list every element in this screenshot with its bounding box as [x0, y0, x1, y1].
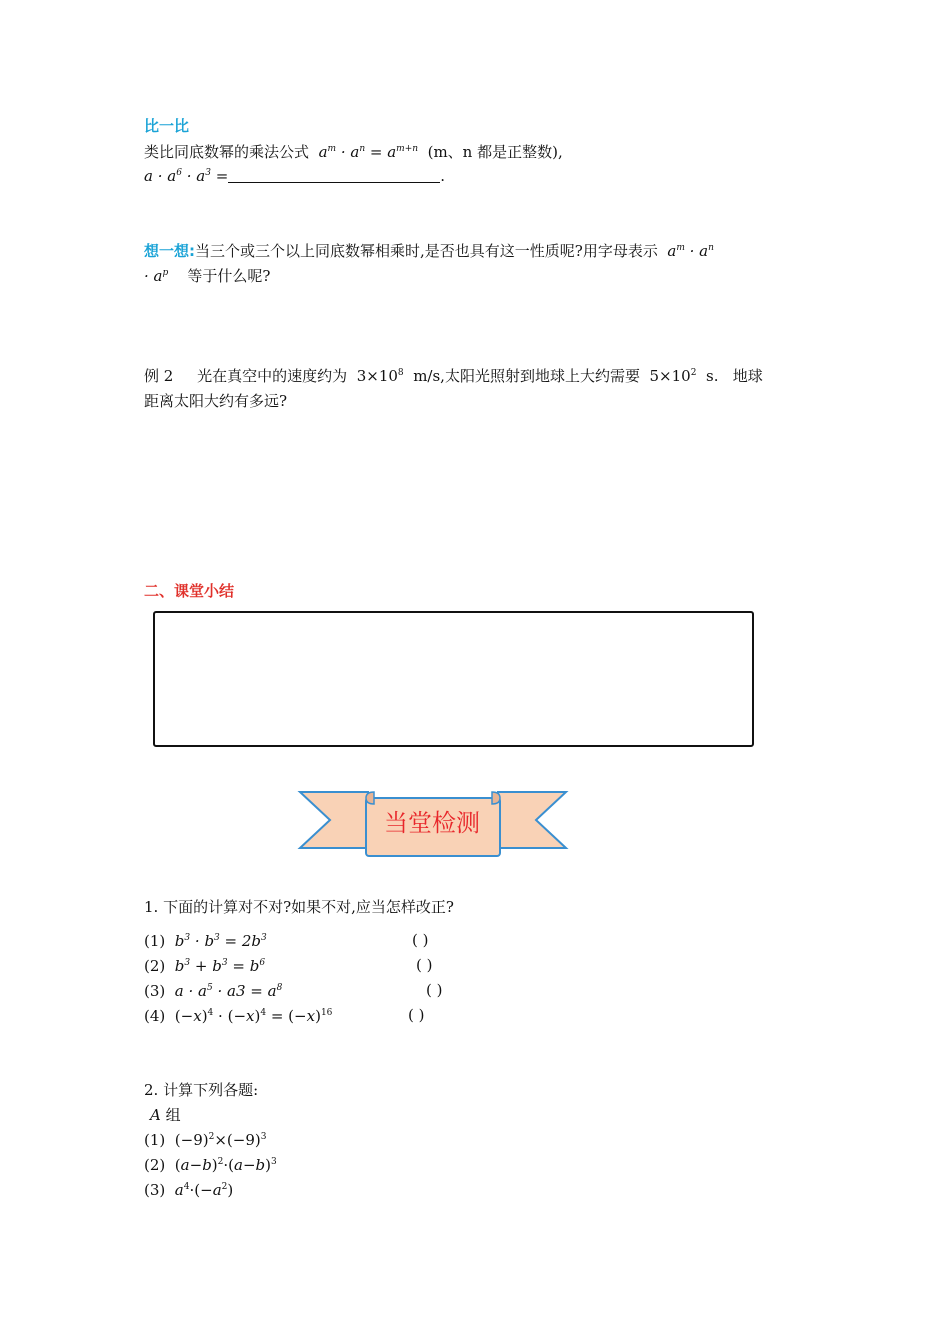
q1-item-1: (1) $b^3 \cdot b^3 = 2b^3$: [144, 932, 267, 950]
q1-judgment-4[interactable]: ( ): [408, 1006, 425, 1024]
compare-formula-line: [144, 142, 563, 162]
q2-item-2: (2) $(a-b)^2\cdot(a-b)^3$: [144, 1156, 277, 1174]
q2-item-1: (1) $(-9)^2\times(-9)^3$: [144, 1131, 267, 1149]
think-line-2: [144, 266, 270, 286]
think-heading: 想一想:: [144, 242, 195, 260]
q1-item-2: (2) $b^3 + b^3 = b^6$: [144, 957, 266, 975]
time-value: $5\times 10^2$: [649, 367, 697, 385]
q1-judgment-3[interactable]: ( ): [426, 981, 443, 999]
q1-title: 1. 下面的计算对不对?如果不对,应当怎样改正?: [144, 898, 454, 916]
think-expression: $a^m \cdot a^n$: [667, 242, 714, 260]
compare-fill-line: $a \cdot a^6 \cdot a^3$ = .: [144, 167, 446, 185]
speed-value: $3\times 10^8$: [356, 367, 404, 385]
compare-intro: 类比同底数幂的乘法公式: [144, 143, 310, 161]
think-text: 当三个或三个以上同底数幂相乘时,是否也具有这一性质呢?用字母表示: [195, 242, 658, 260]
q1-judgment-1[interactable]: ( ): [412, 931, 429, 949]
example2-line-1: 例 2 光在真空中的速度约为 $3\times 10^8$ m/s,太阳光照射到地球上大约需要 $5\times 10^2$ s. 地球: [144, 367, 763, 385]
q1-item-3: (3) $a \cdot a^5 \cdot a3 = a^8$: [144, 982, 283, 1000]
q1-item-4: (4) $(-x)^4 \cdot (-x)^4 = (-x)^{16}$: [144, 1007, 333, 1025]
q2-item-3: (3) $a^4\cdot(-a^2)$: [144, 1181, 234, 1199]
q2-group-label: A 组: [150, 1106, 181, 1124]
formula-power-product: $a^m \cdot a^n = a^{m+n}$: [318, 143, 419, 161]
summary-answer-box[interactable]: [153, 611, 754, 747]
banner-title: 当堂检测: [384, 809, 480, 837]
summary-heading: 二、课堂小结: [144, 582, 235, 600]
q1-judgment-2[interactable]: ( ): [416, 956, 433, 974]
answer-blank[interactable]: [228, 168, 440, 183]
compare-condition: (m、n 都是正整数),: [427, 143, 563, 161]
example2-line-2: 距离太阳大约有多远?: [144, 392, 288, 410]
example2-label: 例 2: [144, 367, 174, 385]
think-line-1: [144, 241, 714, 261]
think-question: 等于什么呢?: [187, 267, 271, 285]
compare-heading: 比一比: [144, 117, 190, 135]
fill-expression: $a \cdot a^6 \cdot a^3$ =: [144, 167, 229, 185]
think-expression-cont: · $a^p$: [144, 267, 169, 285]
q2-title: 2. 计算下列各题:: [144, 1081, 259, 1099]
